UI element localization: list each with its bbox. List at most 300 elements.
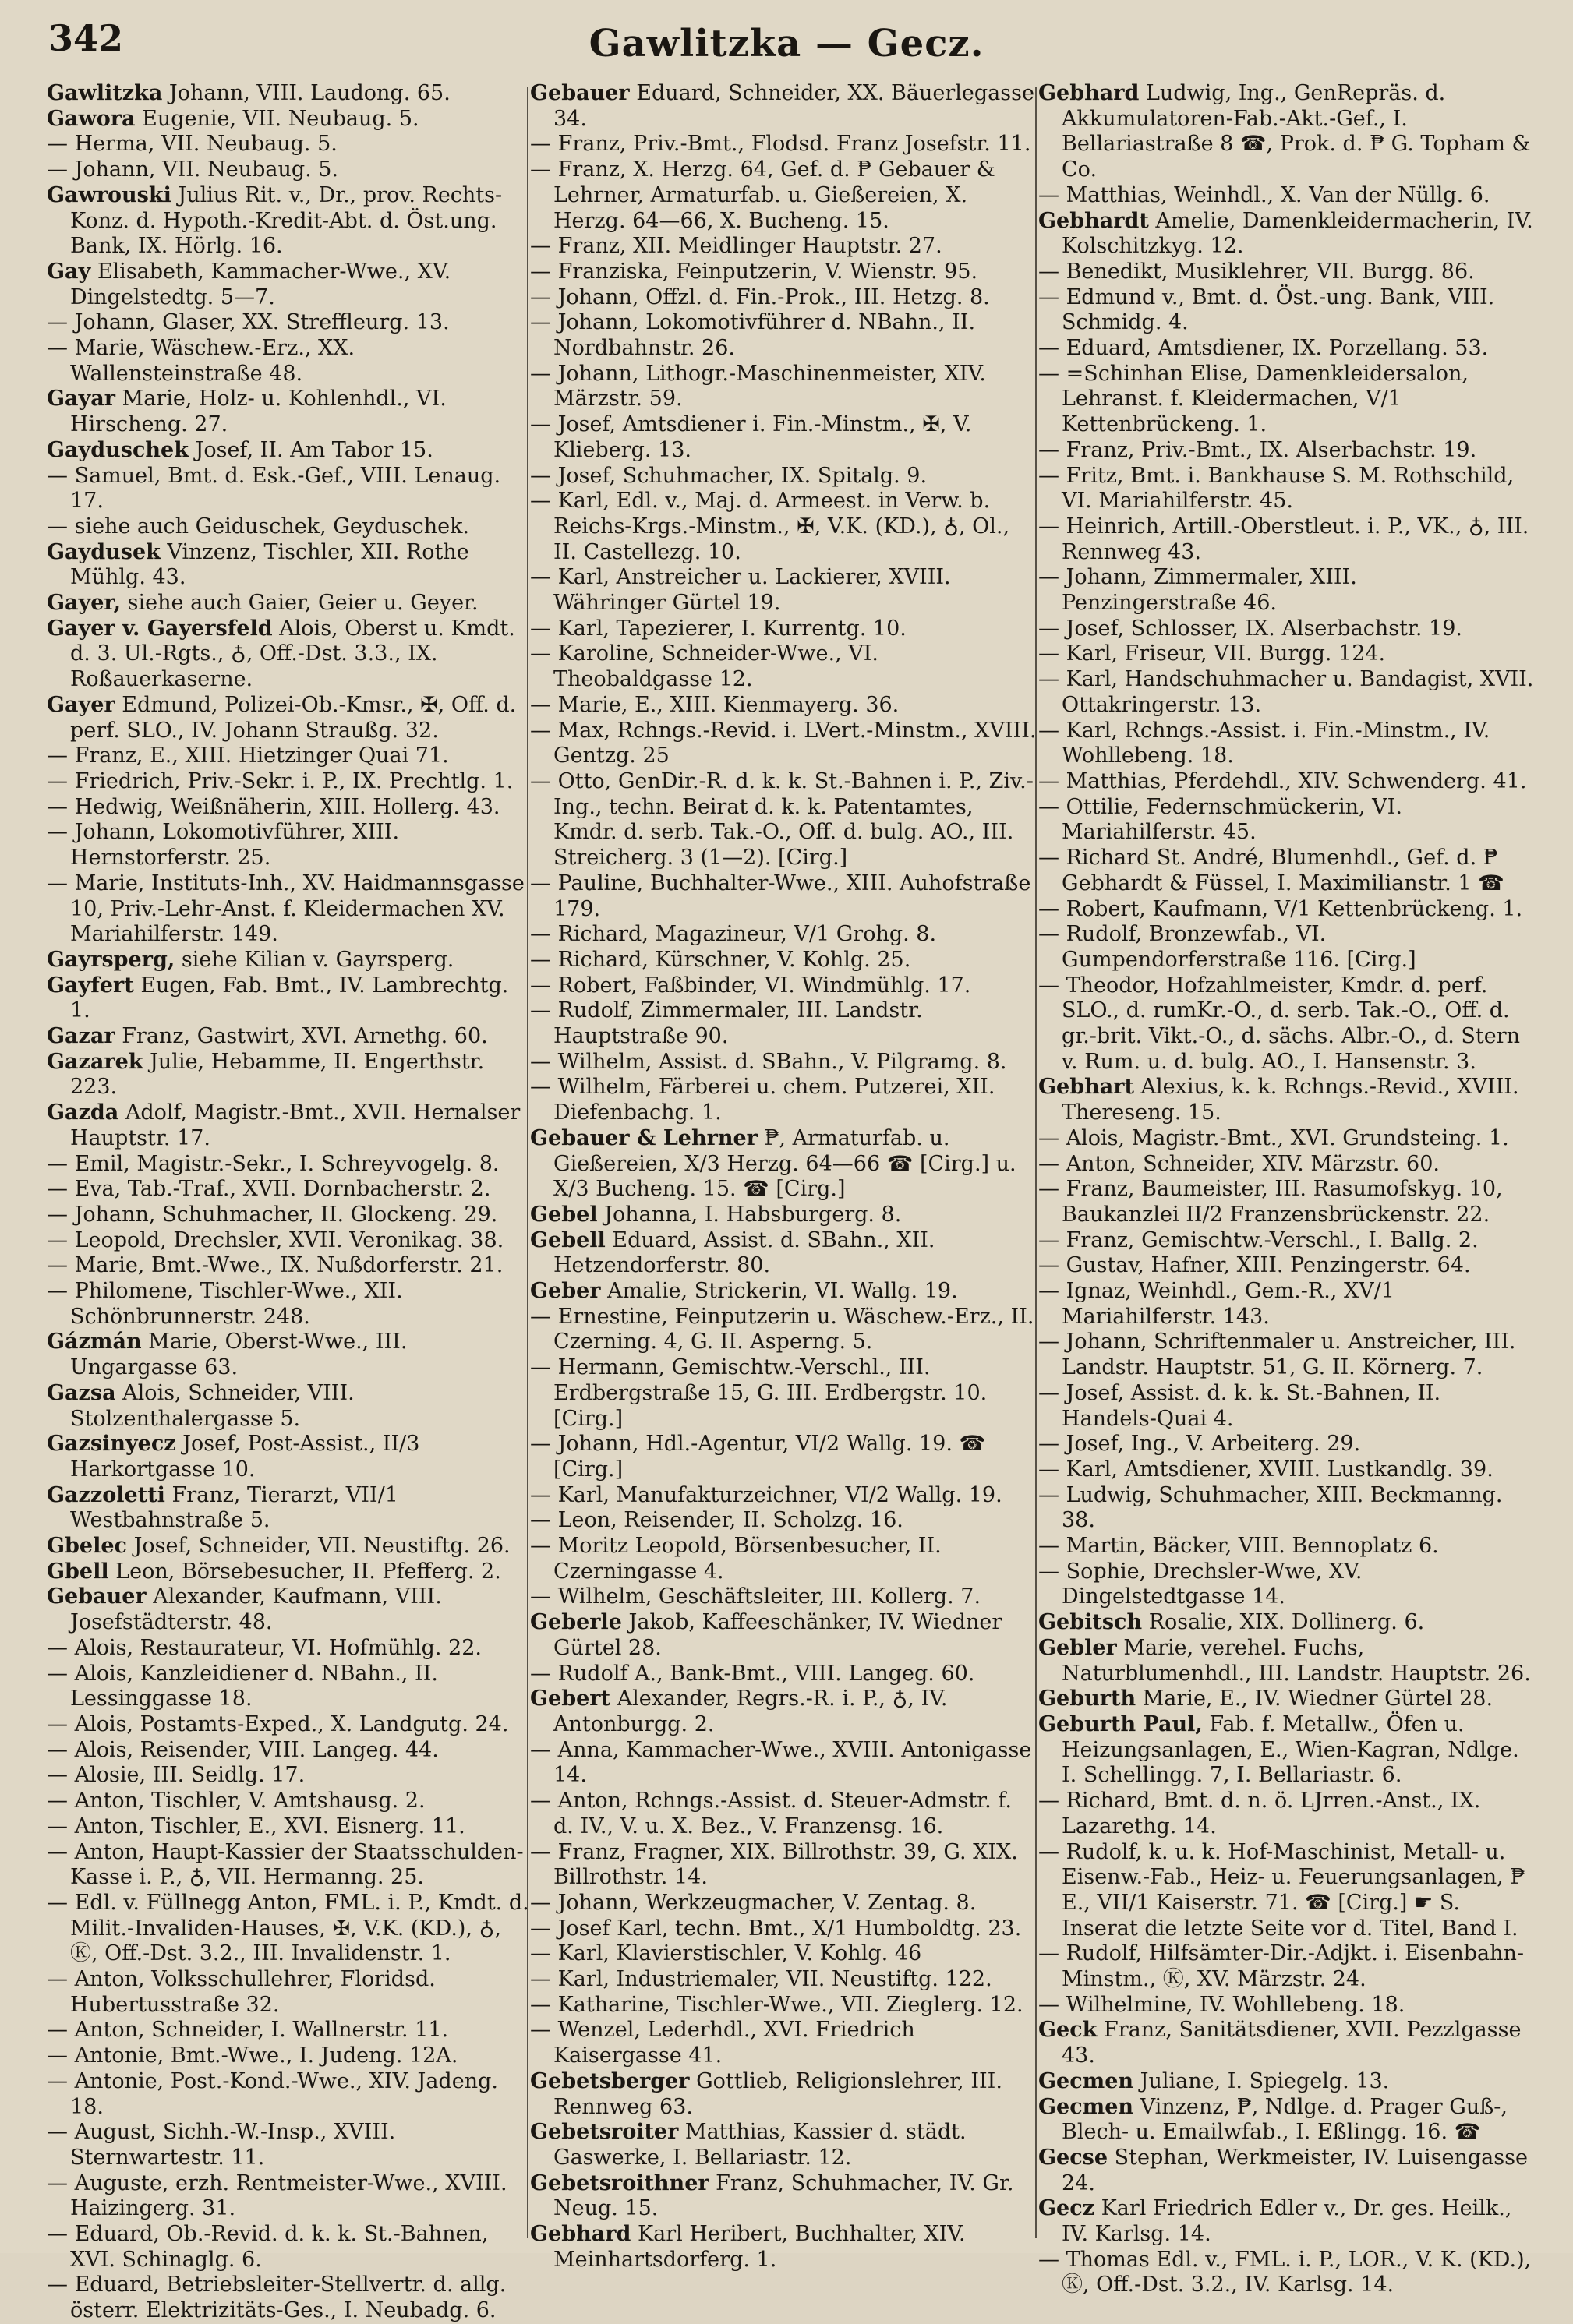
entry-details: — Pauline, Buchhalter-Wwe., XIII. Auhofstraße 179. <box>530 871 1031 921</box>
entry-details: — Alois, Kanzleidiener d. NBahn., II. Lessinggasse 18. <box>47 1661 438 1711</box>
directory-entry <box>1038 1152 1537 1178</box>
entry-details: — Johann, Lithogr.-Maschinenmeister, XIV. Märzstr. 59. <box>530 361 986 411</box>
entry-details: — Eduard, Ob.-Revid. d. k. k. St.-Bahnen, XVI. Schinaglg. 6. <box>47 2222 489 2272</box>
entry-surname: Gazsa <box>47 1380 116 1405</box>
entry-details: — Karl, Edl. v., Maj. d. Armeest. in Verw. b. Reichs-Krgs.-Minstm., ✠, V.K. (KD.), ♁, Ol., II. Castellezg. 10. <box>530 489 1010 564</box>
directory-entry <box>1038 362 1537 438</box>
directory-entry <box>530 1738 1038 1789</box>
entry-details: Matthias, Kassier d. städt. Gaswerke, I. Bellariastr. 12. <box>553 2120 967 2170</box>
directory-entry <box>47 1763 530 1789</box>
entry-details: — Katharine, Tischler-Wwe., VII. Zieglerg. 12. <box>530 1992 1023 2017</box>
entry-details: Eduard, Schneider, XX. Bäuerlegasse 34. <box>553 81 1034 131</box>
directory-entry <box>530 641 1038 692</box>
directory-entry <box>47 1662 530 1712</box>
directory-entry <box>530 948 1038 973</box>
directory-entry <box>530 1789 1038 1839</box>
entry-details: Franz, Gastwirt, XVI. Arnethg. 60. <box>115 1024 488 1049</box>
directory-entry <box>47 1177 530 1203</box>
directory-entry <box>47 769 530 795</box>
directory-column-1 <box>47 81 530 2323</box>
directory-entry <box>47 1840 530 1891</box>
entry-details: — Benedikt, Musiklehrer, VII. Burgg. 86. <box>1038 259 1475 284</box>
directory-entry <box>1038 81 1537 183</box>
entry-details: — Leopold, Drechsler, XVII. Veronikag. 38. <box>47 1227 504 1252</box>
directory-entry <box>47 1483 530 1534</box>
entry-details: — Anton, Tischler, V. Amtshausg. 2. <box>47 1789 426 1814</box>
entry-details: Julius Rit. v., Dr., prov. Rechts-Konz. d. Hypoth.-Kredit-Abt. d. Öst.ung. Bank, IX. Hörlg. 16. <box>70 182 503 259</box>
entry-details: — Karl, Tapezierer, I. Kurrentg. 10. <box>530 616 907 641</box>
entry-details: — Sophie, Drechsler-Wwe, XV. Dingelstedtgasse 14. <box>1038 1559 1363 1609</box>
directory-entry <box>530 1075 1038 1125</box>
entry-details: — Johann, Glaser, XX. Streffleurg. 13. <box>47 310 450 335</box>
directory-entry <box>1038 2069 1537 2095</box>
directory-entry <box>47 871 530 948</box>
directory-entry <box>1038 1432 1537 1457</box>
entry-details: — Hedwig, Weißnäherin, XIII. Hollerg. 43. <box>47 794 500 819</box>
directory-entry <box>530 1126 1038 1203</box>
entry-details: Karl Heribert, Buchhalter, XIV. Meinhartsdorferg. 1. <box>553 2222 966 2272</box>
entry-details: — Alois, Magistr.-Bmt., XVI. Grundsteing. 1. <box>1038 1125 1509 1150</box>
entry-surname: Gebel <box>530 1202 598 1227</box>
directory-entry <box>530 464 1038 489</box>
entry-details: — Alois, Postamts-Exped., X. Landgutg. 24. <box>47 1712 509 1736</box>
directory-entry <box>47 1967 530 2018</box>
directory-entry <box>530 1534 1038 1584</box>
directory-entry <box>1038 922 1537 973</box>
entry-details: — Karl, Handschuhmacher u. Bandagist, XVII. Ottakringerstr. 13. <box>1038 667 1534 717</box>
directory-entry <box>47 336 530 387</box>
entry-details: — Ignaz, Weinhdl., Gem.-R., XV/1 Mariahilferstr. 143. <box>1038 1279 1394 1329</box>
directory-entry <box>1038 1610 1537 1636</box>
directory-entry <box>530 1916 1038 1942</box>
directory-entry <box>530 719 1038 769</box>
directory-entry <box>530 2222 1038 2273</box>
directory-entry <box>47 693 530 743</box>
directory-entry <box>47 591 530 616</box>
directory-entry <box>1038 1126 1537 1152</box>
directory-entry <box>47 2043 530 2069</box>
entry-details: — Marie, Instituts-Inh., XV. Haidmannsgasse 10, Priv.-Lehr-Anst. f. Kleidermachen XV. Mariahilferstr. 149. <box>47 871 525 947</box>
directory-entry <box>47 1432 530 1482</box>
directory-entry <box>47 1100 530 1151</box>
directory-entry <box>1038 438 1537 464</box>
entry-details: siehe Kilian v. Gayrsperg. <box>175 947 454 972</box>
directory-entry <box>530 871 1038 922</box>
entry-surname: Gay <box>47 259 91 284</box>
directory-entry <box>47 540 530 591</box>
directory-entry <box>47 1738 530 1764</box>
entry-details: — Josef, Schlosser, IX. Alserbachstr. 19. <box>1038 616 1462 641</box>
entry-surname: Gebhard <box>1038 81 1140 105</box>
entry-details: Marie, Oberst-Wwe., III. Ungargasse 63. <box>70 1330 408 1380</box>
directory-entry <box>1038 1177 1537 1227</box>
page-title: Gawlitzka — Gecz. <box>589 22 984 65</box>
directory-entry <box>1038 1279 1537 1330</box>
directory-entry <box>47 1152 530 1178</box>
entry-details: — Karl, Klavierstischler, V. Kohlg. 46 <box>530 1941 922 1966</box>
entry-details: Jakob, Kaffeeschänker, IV. Wiedner Gürtel 28. <box>553 1610 1002 1660</box>
directory-entry <box>1038 769 1537 795</box>
entry-details: — August, Sichh.-W.-Insp., XVIII. Sternwartestr. 11. <box>47 2120 396 2170</box>
entry-details: Eduard, Assist. d. SBahn., XII. Hetzendorferstr. 80. <box>553 1227 935 1278</box>
entry-details: — Franz, Baumeister, III. Rasumofskyg. 10, Baukanzlei II/2 Franzensbrückenstr. 22. <box>1038 1177 1503 1227</box>
entry-surname: Gbelec <box>47 1534 127 1559</box>
entry-surname: Gebhart <box>1038 1075 1134 1100</box>
directory-entry <box>47 1330 530 1380</box>
directory-entry <box>47 81 530 107</box>
entry-details: Ludwig, Ing., GenRepräs. d. Akkumulatoren-Fab.-Akt.-Gef., I. Bellariastraße 8 ☎, Prok. d. ₱ G. Topham & Co. <box>1062 81 1531 182</box>
entry-details: — Max, Rchngs.-Revid. i. LVert.-Minstm., XVIII. Gentzg. 25 <box>530 718 1037 768</box>
entry-surname: Gazsinyecz <box>47 1432 176 1457</box>
directory-entry <box>47 1381 530 1432</box>
entry-details: — Ludwig, Schuhmacher, XIII. Beckmanng. 38. <box>1038 1482 1503 1533</box>
entry-details: Leon, Börsebesucher, II. Pfefferg. 2. <box>108 1559 501 1584</box>
directory-entry <box>1038 464 1537 514</box>
entry-details: — Samuel, Bmt. d. Esk.-Gef., VIII. Lenaug. 17. <box>47 463 501 514</box>
entry-details: Rosalie, XIX. Dollinerg. 6. <box>1142 1610 1425 1635</box>
entry-details: — Emil, Magistr.-Sekr., I. Schreyvogelg. 8. <box>47 1151 500 1176</box>
directory-entry <box>47 1279 530 1330</box>
entry-details: siehe auch Gaier, Geier u. Geyer. <box>121 591 479 616</box>
directory-entry <box>530 234 1038 260</box>
directory-entry <box>530 489 1038 565</box>
entry-surname: Gayer v. Gayersfeld <box>47 616 273 641</box>
directory-entry <box>47 2273 530 2323</box>
entry-surname: Gazar <box>47 1024 115 1049</box>
directory-entry <box>1038 1789 1537 1839</box>
directory-entry <box>47 2069 530 2120</box>
directory-entry <box>530 2069 1038 2120</box>
entry-details: Johann, VIII. Laudong. 65. <box>162 81 451 105</box>
entry-surname: Gebitsch <box>1038 1610 1143 1635</box>
entry-details: — Anton, Haupt-Kassier der Staatsschulden-Kasse i. P., ♁, VII. Hermanng. 25. <box>47 1839 524 1890</box>
directory-entry <box>530 1662 1038 1687</box>
entry-surname: Gebetsroiter <box>530 2120 679 2145</box>
entry-details: — Rudolf, Bronzewfab., VI. Gumpendorferstraße 116. [Cirg.] <box>1038 922 1416 972</box>
directory-entry <box>47 1534 530 1559</box>
directory-entry <box>530 616 1038 642</box>
entry-details: — Richard, Bmt. d. n. ö. LJrren.-Anst., IX. Lazarethg. 14. <box>1038 1789 1481 1838</box>
entry-details: — Matthias, Pferdehdl., XIV. Schwenderg. 41. <box>1038 768 1527 793</box>
entry-surname: Gecz <box>1038 2196 1095 2221</box>
directory-entry <box>1038 514 1537 565</box>
entry-details: Marie, verehel. Fuchs, Naturblumenhdl., III. Landstr. Hauptstr. 26. <box>1062 1635 1531 1686</box>
directory-entry <box>1038 285 1537 336</box>
directory-entry <box>47 260 530 310</box>
directory-entry <box>47 2018 530 2043</box>
entry-details: — Hermann, Gemischtw.-Verschl., III. Erdbergstraße 15, G. III. Erdbergstr. 10. [Cirg.] <box>530 1355 988 1431</box>
directory-entry <box>1038 1075 1537 1125</box>
entry-details: ₱, Armaturfab. u. Gießereien, X/3 Herzg. 64—66 ☎ [Cirg.] u. X/3 Bucheng. 15. ☎ [Cirg.] <box>553 1125 1016 1202</box>
entry-surname: Gebetsberger <box>530 2068 690 2093</box>
directory-entry <box>530 1355 1038 1432</box>
directory-entry <box>530 260 1038 285</box>
entry-details: — Wilhelm, Assist. d. SBahn., V. Pilgramg. 8. <box>530 1049 1007 1074</box>
entry-details: — Marie, Bmt.-Wwe., IX. Nußdorferstr. 21. <box>47 1253 504 1278</box>
directory-entry <box>47 107 530 132</box>
entry-details: — Theodor, Hofzahlmeister, Kmdr. d. perf. SLO., d. rumKr.-O., d. serb. Tak.-O., Off. d. gr.-brit. Vikt.-O., d. sächs. Albr.-O., d. Stern v. Rum. u. d. bulg. AO., I. Hansenstr. 3. <box>1038 973 1521 1074</box>
directory-entry <box>530 1483 1038 1509</box>
entry-details: Edmund, Polizei-Ob.-Kmsr., ✠, Off. d. perf. SLO., IV. Johann Straußg. 32. <box>70 692 517 743</box>
directory-entry <box>1038 1840 1537 1942</box>
entry-surname: Gazarek <box>47 1049 143 1074</box>
entry-details: — Anna, Kammacher-Wwe., XVIII. Antonigasse 14. <box>530 1737 1032 1788</box>
entry-details: — Franz, X. Herzg. 64, Gef. d. ₱ Gebauer & Lehrner, Armaturfab. u. Gießereien, X. Herzg. 64—66, X. Bucheng. 15. <box>530 157 995 233</box>
entry-details: — Johann, Hdl.-Agentur, VI/2 Wallg. 19. ☎ [Cirg.] <box>530 1432 986 1482</box>
entry-surname: Gaydusek <box>47 539 161 564</box>
directory-entry <box>47 1228 530 1254</box>
entry-details: — Antonie, Bmt.-Wwe., I. Judeng. 12A. <box>47 2043 458 2068</box>
entry-details: Josef, Schneider, VII. Neustiftg. 26. <box>127 1534 511 1559</box>
directory-entry <box>1038 183 1537 209</box>
entry-surname: Gebert <box>530 1686 610 1711</box>
entry-details: — Auguste, erzh. Rentmeister-Wwe., XVIII. Haizingerg. 31. <box>47 2170 507 2221</box>
entry-surname: Geberle <box>530 1610 622 1635</box>
directory-entry <box>1038 2018 1537 2068</box>
entry-surname: Gayfert <box>47 973 134 998</box>
directory-entry <box>47 132 530 157</box>
directory-entry <box>530 1203 1038 1228</box>
entry-surname: Gebauer & Lehrner <box>530 1125 758 1150</box>
entry-surname: Gecse <box>1038 2145 1108 2170</box>
entry-surname: Gawlitzka <box>47 81 163 105</box>
directory-entry <box>530 1840 1038 1891</box>
directory-entry <box>47 973 530 1024</box>
directory-entry <box>47 1636 530 1662</box>
entry-surname: Gazzoletti <box>47 1482 165 1507</box>
directory-column-2 <box>530 81 1038 2272</box>
directory-entry <box>1038 260 1537 285</box>
directory-entry <box>1038 1686 1537 1712</box>
entry-surname: Gázmán <box>47 1330 142 1354</box>
entry-details: — Eduard, Amtsdiener, IX. Porzellang. 53. <box>1038 336 1489 361</box>
directory-entry <box>1038 1941 1537 1992</box>
directory-entry <box>1038 1483 1537 1534</box>
entry-details: Fab. f. Metallw., Öfen u. Heizungsanlagen, E., Wien-Kagran, Ndlge. I. Schellingg. 7, I. Bellariastr. 6. <box>1062 1712 1519 1788</box>
directory-entry <box>1038 719 1537 769</box>
entry-surname: Gawora <box>47 106 136 131</box>
entry-details: — Wilhelm, Färberei u. chem. Putzerei, XII. Diefenbachg. 1. <box>530 1075 995 1125</box>
entry-surname: Gebhard <box>530 2222 631 2247</box>
directory-entry <box>1038 795 1537 846</box>
directory-entry <box>530 1967 1038 1993</box>
entry-surname: Geburth Paul, <box>1038 1712 1203 1736</box>
entry-details: — Alosie, III. Seidlg. 17. <box>47 1763 306 1788</box>
directory-entry <box>530 1508 1038 1534</box>
entry-details: — Johann, Lokomotivführer d. NBahn., II. Nordbahnstr. 26. <box>530 310 976 361</box>
directory-entry <box>530 1279 1038 1305</box>
entry-details: — Josef, Schuhmacher, IX. Spitalg. 9. <box>530 463 928 488</box>
entry-details: — Anton, Tischler, E., XVI. Eisnerg. 11. <box>47 1814 465 1838</box>
entry-details: — Rudolf, k. u. k. Hof-Maschinist, Metall- u. Eisenw.-Fab., Heiz- u. Feuerungsanlagen, ₱ E., VII/1 Kaiserstr. 71. ☎ [Cirg.] ☛ S. Inserat die letzte Seite vor d. Titel, Band I. <box>1038 1839 1525 1941</box>
entry-details: Alois, Oberst u. Kmdt. d. 3. Ul.-Rgts., ♁, Off.-Dst. 3.3., IX. Roßauerkaserne. <box>70 616 515 692</box>
directory-entry <box>1038 336 1537 362</box>
entry-details: — Marie, Wäschew.-Erz., XX. Wallensteinstraße 48. <box>47 336 355 386</box>
directory-column-3 <box>1038 81 1537 2298</box>
directory-entry <box>530 1610 1038 1661</box>
directory-entry <box>530 412 1038 463</box>
directory-entry <box>1038 1228 1537 1254</box>
entry-details: — Josef, Amtsdiener i. Fin.-Minstm., ✠, V. Klieberg. 13. <box>530 412 972 462</box>
directory-entry <box>47 1814 530 1840</box>
directory-entry <box>47 2120 530 2170</box>
entry-details: Eugenie, VII. Neubaug. 5. <box>135 106 419 131</box>
entry-details: — Johann, Werkzeugmacher, V. Zentag. 8. <box>530 1890 977 1915</box>
directory-entry <box>530 973 1038 999</box>
entry-details: Marie, E., IV. Wiedner Gürtel 28. <box>1136 1686 1493 1711</box>
entry-details: — Friedrich, Priv.-Sekr. i. P., IX. Prechtlg. 1. <box>47 768 514 793</box>
entry-details: Eugen, Fab. Bmt., IV. Lambrechtg. 1. <box>70 973 509 1023</box>
entry-details: Franz, Tierarzt, VII/1 Westbahnstraße 5. <box>70 1482 398 1533</box>
entry-details: — Franz, Priv.-Bmt., Flodsd. Franz Josefstr. 11. <box>530 132 1031 157</box>
entry-details: — Wilhelm, Geschäftsleiter, III. Kollerg. 7. <box>530 1584 981 1609</box>
entry-details: Elisabeth, Kammacher-Wwe., XV. Dingelstedtg. 5—7. <box>70 259 451 309</box>
entry-surname: Gayar <box>47 387 115 411</box>
directory-entry <box>530 1941 1038 1967</box>
entry-surname: Gawrouski <box>47 182 171 207</box>
entry-surname: Gebler <box>1038 1635 1117 1660</box>
directory-entry <box>530 1050 1038 1075</box>
directory-entry <box>530 1305 1038 1355</box>
entry-details: — Antonie, Post.-Kond.-Wwe., XIV. Jadeng. 18. <box>47 2068 498 2119</box>
entry-details: — Josef, Assist. d. k. k. St.-Bahnen, II. Handels-Quai 4. <box>1038 1380 1441 1431</box>
entry-details: — Rudolf A., Bank-Bmt., VIII. Langeg. 60. <box>530 1661 975 1686</box>
entry-surname: Gayer <box>47 692 115 717</box>
directory-entry <box>47 514 530 540</box>
entry-details: Alexander, Regrs.-R. i. P., ♁, IV. Antonburgg. 2. <box>553 1686 948 1736</box>
directory-entry <box>1038 667 1537 718</box>
entry-details: — Johann, Zimmermaler, XIII. Penzingerstraße 46. <box>1038 565 1357 616</box>
entry-details: Gottlieb, Religionslehrer, III. Rennweg 63. <box>553 2068 1002 2119</box>
entry-details: — Richard, Magazineur, V/1 Grohg. 8. <box>530 922 937 947</box>
directory-entry <box>1038 2248 1537 2298</box>
entry-details: — Moritz Leopold, Börsenbesucher, II. Czerningasse 4. <box>530 1534 942 1584</box>
entry-details: — Eva, Tab.-Traf., XVII. Dornbacherstr. 2. <box>47 1177 491 1202</box>
entry-surname: Gebell <box>530 1227 606 1252</box>
entry-details: Vinzenz, ₱, Ndlge. d. Prager Guß-, Blech- u. Emailwfab., I. Eßlingg. 16. ☎ <box>1062 2094 1508 2145</box>
entry-details: — Anton, Schneider, XIV. Märzstr. 60. <box>1038 1151 1440 1176</box>
entry-details: — Robert, Kaufmann, V/1 Kettenbrückeng. 1. <box>1038 896 1523 921</box>
entry-surname: Gebhardt <box>1038 208 1149 233</box>
directory-entry <box>1038 641 1537 667</box>
directory-entry <box>530 81 1038 132</box>
entry-details: — Alois, Restaurateur, VI. Hofmühlg. 22. <box>47 1635 482 1660</box>
directory-entry <box>1038 1457 1537 1483</box>
entry-details: — Eduard, Betriebsleiter-Stellvertr. d. allg. österr. Elektrizitäts-Ges., I. Neubadg. 6. <box>47 2273 507 2323</box>
directory-entry <box>530 769 1038 871</box>
directory-entry <box>1038 2146 1537 2196</box>
entry-details: Alexius, k. k. Rchngs.-Revid., XVIII. Thereseng. 15. <box>1062 1075 1519 1125</box>
entry-details: Alexander, Kaufmann, VIII. Josefstädterstr. 48. <box>70 1584 442 1635</box>
directory-entry <box>530 565 1038 616</box>
entry-details: — Franz, E., XIII. Hietzinger Quai 71. <box>47 743 449 768</box>
entry-details: Johanna, I. Habsburgerg. 8. <box>597 1202 902 1227</box>
entry-details: — Johann, Offzl. d. Fin.-Prok., III. Hetzg. 8. <box>530 284 990 309</box>
entry-details: — Rudolf, Hilfsämter-Dir.-Adjkt. i. Eisenbahn-Minstm., Ⓚ, XV. Märzstr. 24. <box>1038 1941 1525 1992</box>
entry-details: Alois, Schneider, VIII. Stolzenthalergasse 5. <box>70 1380 355 1431</box>
directory-entry <box>47 795 530 821</box>
entry-details: — Karl, Anstreicher u. Lackierer, XVIII. Währinger Gürtel 19. <box>530 565 951 616</box>
entry-details: — Matthias, Weinhdl., X. Van der Nüllg. 6. <box>1038 182 1490 207</box>
entry-details: — Karl, Amtsdiener, XVIII. Lustkandlg. 39. <box>1038 1457 1493 1482</box>
entry-details: — Franz, Fragner, XIX. Billrothstr. 39, G. XIX. Billrothstr. 14. <box>530 1839 1018 1890</box>
directory-entry <box>1038 616 1537 642</box>
directory-entry <box>530 1228 1038 1279</box>
entry-details: — Fritz, Bmt. i. Bankhause S. M. Rothschild, VI. Mariahilferstr. 45. <box>1038 463 1515 514</box>
directory-entry <box>47 387 530 437</box>
entry-details: — Josef Karl, techn. Bmt., X/1 Humboldtg. 23. <box>530 1916 1022 1941</box>
entry-details: — Johann, Schriftenmaler u. Anstreicher, III. Landstr. Hauptstr. 51, G. II. Körnerg. 7. <box>1038 1330 1516 1380</box>
entry-details: — Johann, VII. Neubaug. 5. <box>47 157 339 182</box>
entry-details: — Karl, Manufakturzeichner, VI/2 Wallg. 19. <box>530 1482 1002 1507</box>
directory-entry <box>1038 1712 1537 1789</box>
entry-details: — Martin, Bäcker, VIII. Bennoplatz 6. <box>1038 1534 1439 1559</box>
directory-entry <box>47 2171 530 2222</box>
entry-surname: Gebetsroithner <box>530 2170 709 2195</box>
directory-entry <box>1038 973 1537 1075</box>
directory-entry <box>47 2222 530 2273</box>
entry-details: — Heinrich, Artill.-Oberstleut. i. P., VK., ♁, III. Rennweg 43. <box>1038 514 1529 564</box>
directory-entry <box>1038 209 1537 260</box>
entry-details: — Johann, Lokomotivführer, XIII. Hernstorferstr. 25. <box>47 820 400 871</box>
directory-entry <box>530 998 1038 1049</box>
directory-entry <box>47 820 530 871</box>
entry-details: — Johann, Schuhmacher, II. Glockeng. 29. <box>47 1202 498 1227</box>
entry-surname: Gayduschek <box>47 437 189 462</box>
entry-surname: Gecmen <box>1038 2094 1134 2119</box>
directory-entry <box>47 1712 530 1738</box>
entry-details: Karl Friedrich Edler v., Dr. ges. Heilk., IV. Karlsg. 14. <box>1062 2196 1512 2247</box>
directory-entry <box>1038 1330 1537 1380</box>
directory-entry <box>530 157 1038 234</box>
directory-entry <box>47 1584 530 1635</box>
directory-entry <box>530 922 1038 948</box>
entry-details: — Wilhelmine, IV. Wohllebeng. 18. <box>1038 1992 1405 2017</box>
entry-details: Franz, Sanitätsdiener, XVII. Pezzlgasse 43. <box>1062 2018 1522 2068</box>
directory-entry <box>47 1789 530 1814</box>
entry-details: — Philomene, Tischler-Wwe., XII. Schönbrunnerstr. 248. <box>47 1279 403 1329</box>
entry-details: — Anton, Rchngs.-Assist. d. Steuer-Admstr. f. d. IV., V. u. X. Bez., V. Franzensg. 16. <box>530 1789 1012 1838</box>
directory-entry <box>530 2120 1038 2170</box>
entry-details: — Edl. v. Füllnegg Anton, FML. i. P., Kmdt. d. Milit.-Invaliden-Hauses, ✠, V.K. (KD.), ♁, Ⓚ, Off.-Dst. 3.2., III. Invalidenstr. 1. <box>47 1890 529 1966</box>
entry-details: — Franz, Priv.-Bmt., IX. Alserbachstr. 19. <box>1038 437 1477 462</box>
entry-details: — siehe auch Geiduschek, Geyduschek. <box>47 514 470 539</box>
directory-entry <box>530 1584 1038 1610</box>
entry-details: — Otto, GenDir.-R. d. k. k. St.-Bahnen i. P., Ziv.-Ing., techn. Beirat d. k. k. Patentamtes, Kmdr. d. serb. Tak.-O., Off. d. bulg. AO., III. Streicherg. 3 (1—2). [Cirg.] <box>530 768 1034 871</box>
directory-entry <box>530 2018 1038 2068</box>
entry-details: — Wenzel, Lederhdl., XVI. Friedrich Kaisergasse 41. <box>530 2018 915 2068</box>
entry-details: — Gustav, Hafner, XIII. Penzingerstr. 64. <box>1038 1253 1471 1278</box>
directory-entry <box>530 132 1038 157</box>
entry-details: — Herma, VII. Neubaug. 5. <box>47 132 338 157</box>
directory-entry <box>47 616 530 693</box>
entry-surname: Gazda <box>47 1100 119 1125</box>
directory-entry <box>1038 897 1537 923</box>
entry-details: — Leon, Reisender, II. Scholzg. 16. <box>530 1508 903 1533</box>
directory-entry <box>1038 565 1537 616</box>
page-number: 342 <box>48 17 124 59</box>
entry-surname: Gayer, <box>47 591 122 616</box>
directory-entry <box>530 1891 1038 1916</box>
directory-entry <box>47 1203 530 1228</box>
entry-details: Josef, Post-Assist., II/3 Harkortgasse 10. <box>70 1432 420 1482</box>
directory-entry <box>1038 846 1537 896</box>
entry-details: — Rudolf, Zimmermaler, III. Landstr. Hauptstraße 90. <box>530 998 923 1049</box>
entry-details: Josef, II. Am Tabor 15. <box>188 437 433 462</box>
directory-entry <box>47 157 530 183</box>
entry-details: Amelie, Damenkleidermacherin, IV. Kolschitzkyg. 12. <box>1062 208 1533 259</box>
entry-details: Franz, Schuhmacher, IV. Gr. Neug. 15. <box>553 2170 1014 2221</box>
